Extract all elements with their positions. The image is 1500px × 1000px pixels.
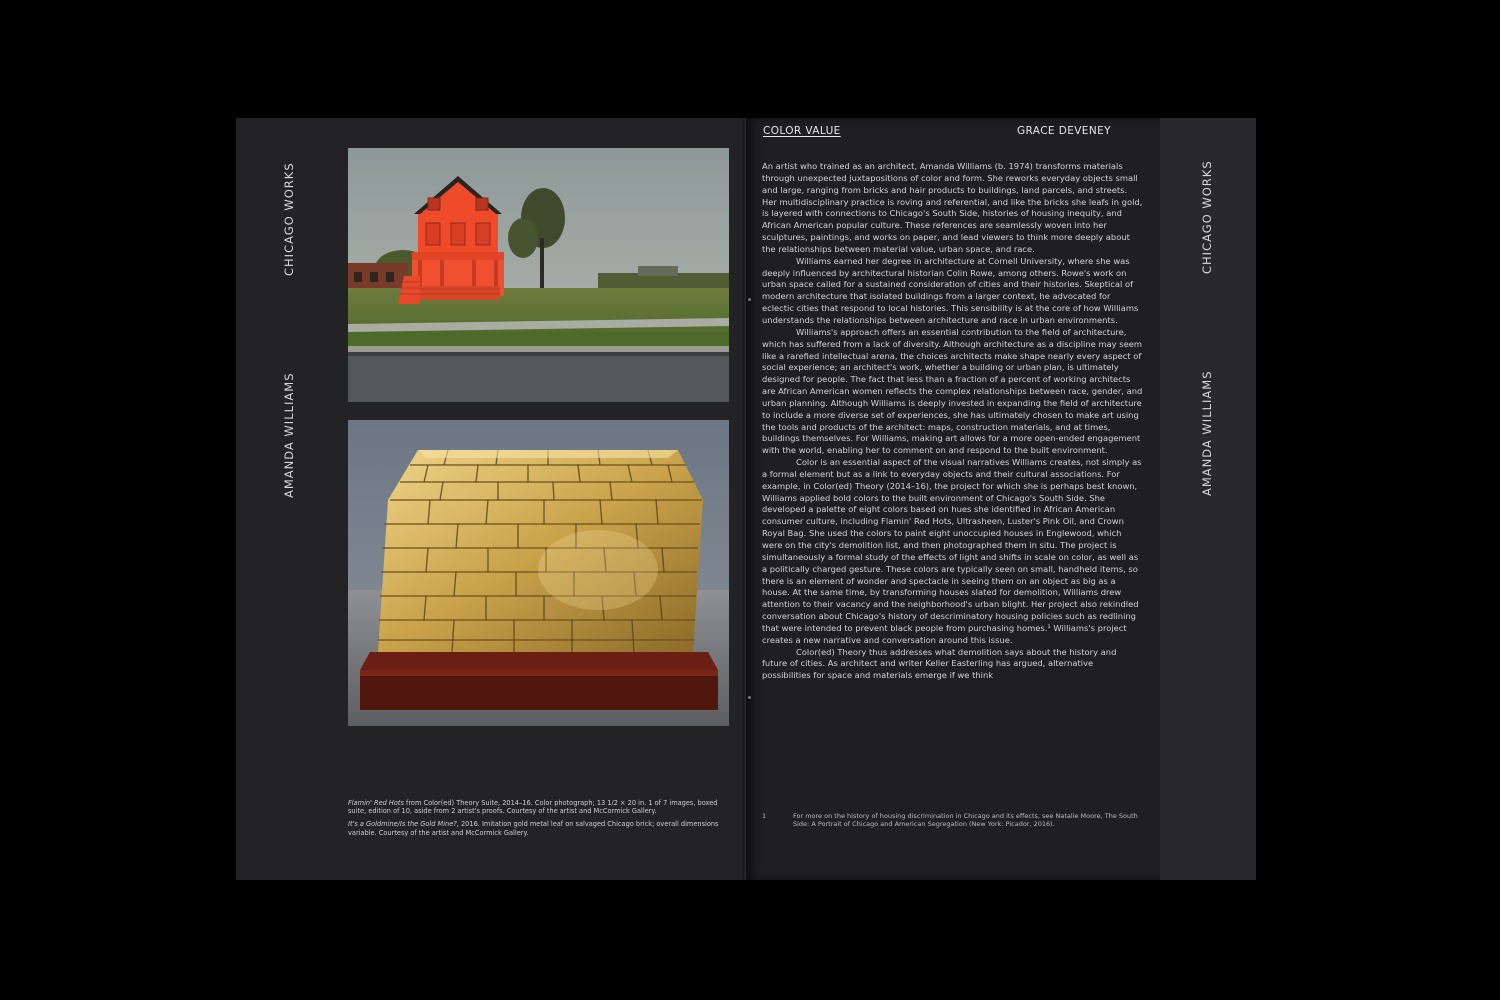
essay-paragraph: An artist who trained as an architect, Amanda Williams (b. 1974) transforms materials through unexpected juxtapositions of color and form. She reworks everyday objects small and large, ranging from bricks and hair products to buildings, land parcels, and streets. Her multidisciplinary practice is roving and referential, and like the bricks she leafs in gold, is layered with connections to Chicago's South Side, histories of housing inequity, and African American popular culture. These references are seamlessly woven into her sculptures, paintings, and works on paper, and lead viewers to think more deeply about the relationships between material value, urban space, and race.	[762, 161, 1143, 254]
right-margin-strip	[1160, 118, 1256, 880]
running-head-chicago-works: CHICAGO WORKS	[282, 162, 296, 276]
running-head-amanda-williams-right: AMANDA WILLIAMS	[1200, 370, 1214, 496]
gold-bricks-photo	[348, 420, 729, 726]
caption-goldmine: It's a Goldmine/Is the Gold Mine?, 2016. Imitation gold metal leaf on salvaged Chicago brick; overall dimensions variable. Courtesy of the artist and McCormick Gallery.	[348, 820, 719, 837]
footnote-text: For more on the history of housing discrimination in Chicago and its effects, see Natalie Moore, The South Side: A Portrait of Chicago and American Segregation (New York: Picador, 2016).	[793, 812, 1138, 828]
caption-red-hots: Flamin' Red Hots from Color(ed) Theory Suite, 2014–16. Color photograph; 13 1/2 × 20 in. 1 of 7 images, boxed suite, edition of 10, aside from 2 artist's proofs. Courtesy of the artist and McCormick Gallery.	[348, 799, 718, 816]
essay-paragraph: Color is an essential aspect of the visual narratives Williams creates, not simply as a formal element but as a link to everyday objects and their cultural associations. For example, in Color(ed) Theory (2014–16), the project for which she is perhaps best known, Williams applied bold colors to the built environment of Chicago's South Side. She developed a palette of eight colors based on hues she identified in African American consumer culture, including Flamin' Red Hots, Ultrasheen, Luster's Pink Oil, and Crown Royal Bag. She used the colors to paint eight unoccupied houses in Englewood, which were on the city's demolition list, and then photographed them in situ. The project is simultaneously a formal study of the effects of light and shifts in scale on color, as well as a politically charged gesture. These colors are typically seen on small, handheld items, so there is an element of wonder and spectacle in seeing them on an object as big as a house. At the same time, by transforming houses slated for demolition, Williams drew attention to their vacancy and the neighborhood's urban blight. Her project also rekindled conversation about Chicago's history of descriminatory housing policies such as redlining that were intended to prevent black people from purchasing homes.¹ Williams's project creates a new narrative and conversation around this issue.	[762, 457, 1142, 645]
red-house-illustration	[348, 148, 729, 402]
essay-paragraph: Williams's approach offers an essential contribution to the field of architecture, which has suffered from a lack of diversity. Although architecture as a discipline may seem like a rarefied intellectual arena, the choices architects make shape nearly every aspect of social experience; an architect's work, whether a building or urban plan, is ultimately designed for people. The fact that less than a fraction of a percent of working architects are African American women reflects the complex relationships between race, gender, and urban planning. Although Williams is deeply invested in expanding the field of architecture to include a more diverse set of experiences, she has ultimately chosen to make art using the tools and products of the architect: maps, construction materials, and at times, buildings themselves. For Williams, making art allows for a more open-ended engagement with the world, enabling her to comment on and respond to the built environment.	[762, 326, 1143, 456]
footnote-number: 1	[762, 812, 767, 820]
gold-bricks-illustration	[348, 420, 729, 726]
running-head-chicago-works-right: CHICAGO WORKS	[1200, 160, 1214, 274]
booklet-spread	[236, 118, 1256, 880]
essay-paragraph: Williams earned her degree in architecture at Cornell University, where she was deeply influenced by architectural historian Colin Rowe, among others. Rowe's work on urban space called for a sustained consideration of cities and their histories. Skeptical of modern architecture that isolated buildings from a larger context, he advocated for eclectic cities that respond to local histories. This sensibility is at the core of how Williams understands the relationships between architecture and race in urban environments.	[762, 255, 1139, 325]
staple-mark	[748, 696, 751, 699]
photo-captions	[348, 799, 728, 842]
author-name: GRACE DEVENEY	[1017, 125, 1111, 137]
red-house-photo	[348, 148, 729, 402]
running-head-amanda-williams: AMANDA WILLIAMS	[282, 372, 296, 498]
section-title: COLOR VALUE	[763, 125, 841, 137]
staple-mark	[748, 298, 751, 301]
essay-paragraph: Color(ed) Theory thus addresses what demolition says about the history and future of cities. As architect and writer Keller Easterling has argued, alternative possibilities for space and materials emerge if we think	[762, 646, 1117, 681]
left-page	[236, 118, 746, 880]
essay-body	[762, 161, 1144, 682]
